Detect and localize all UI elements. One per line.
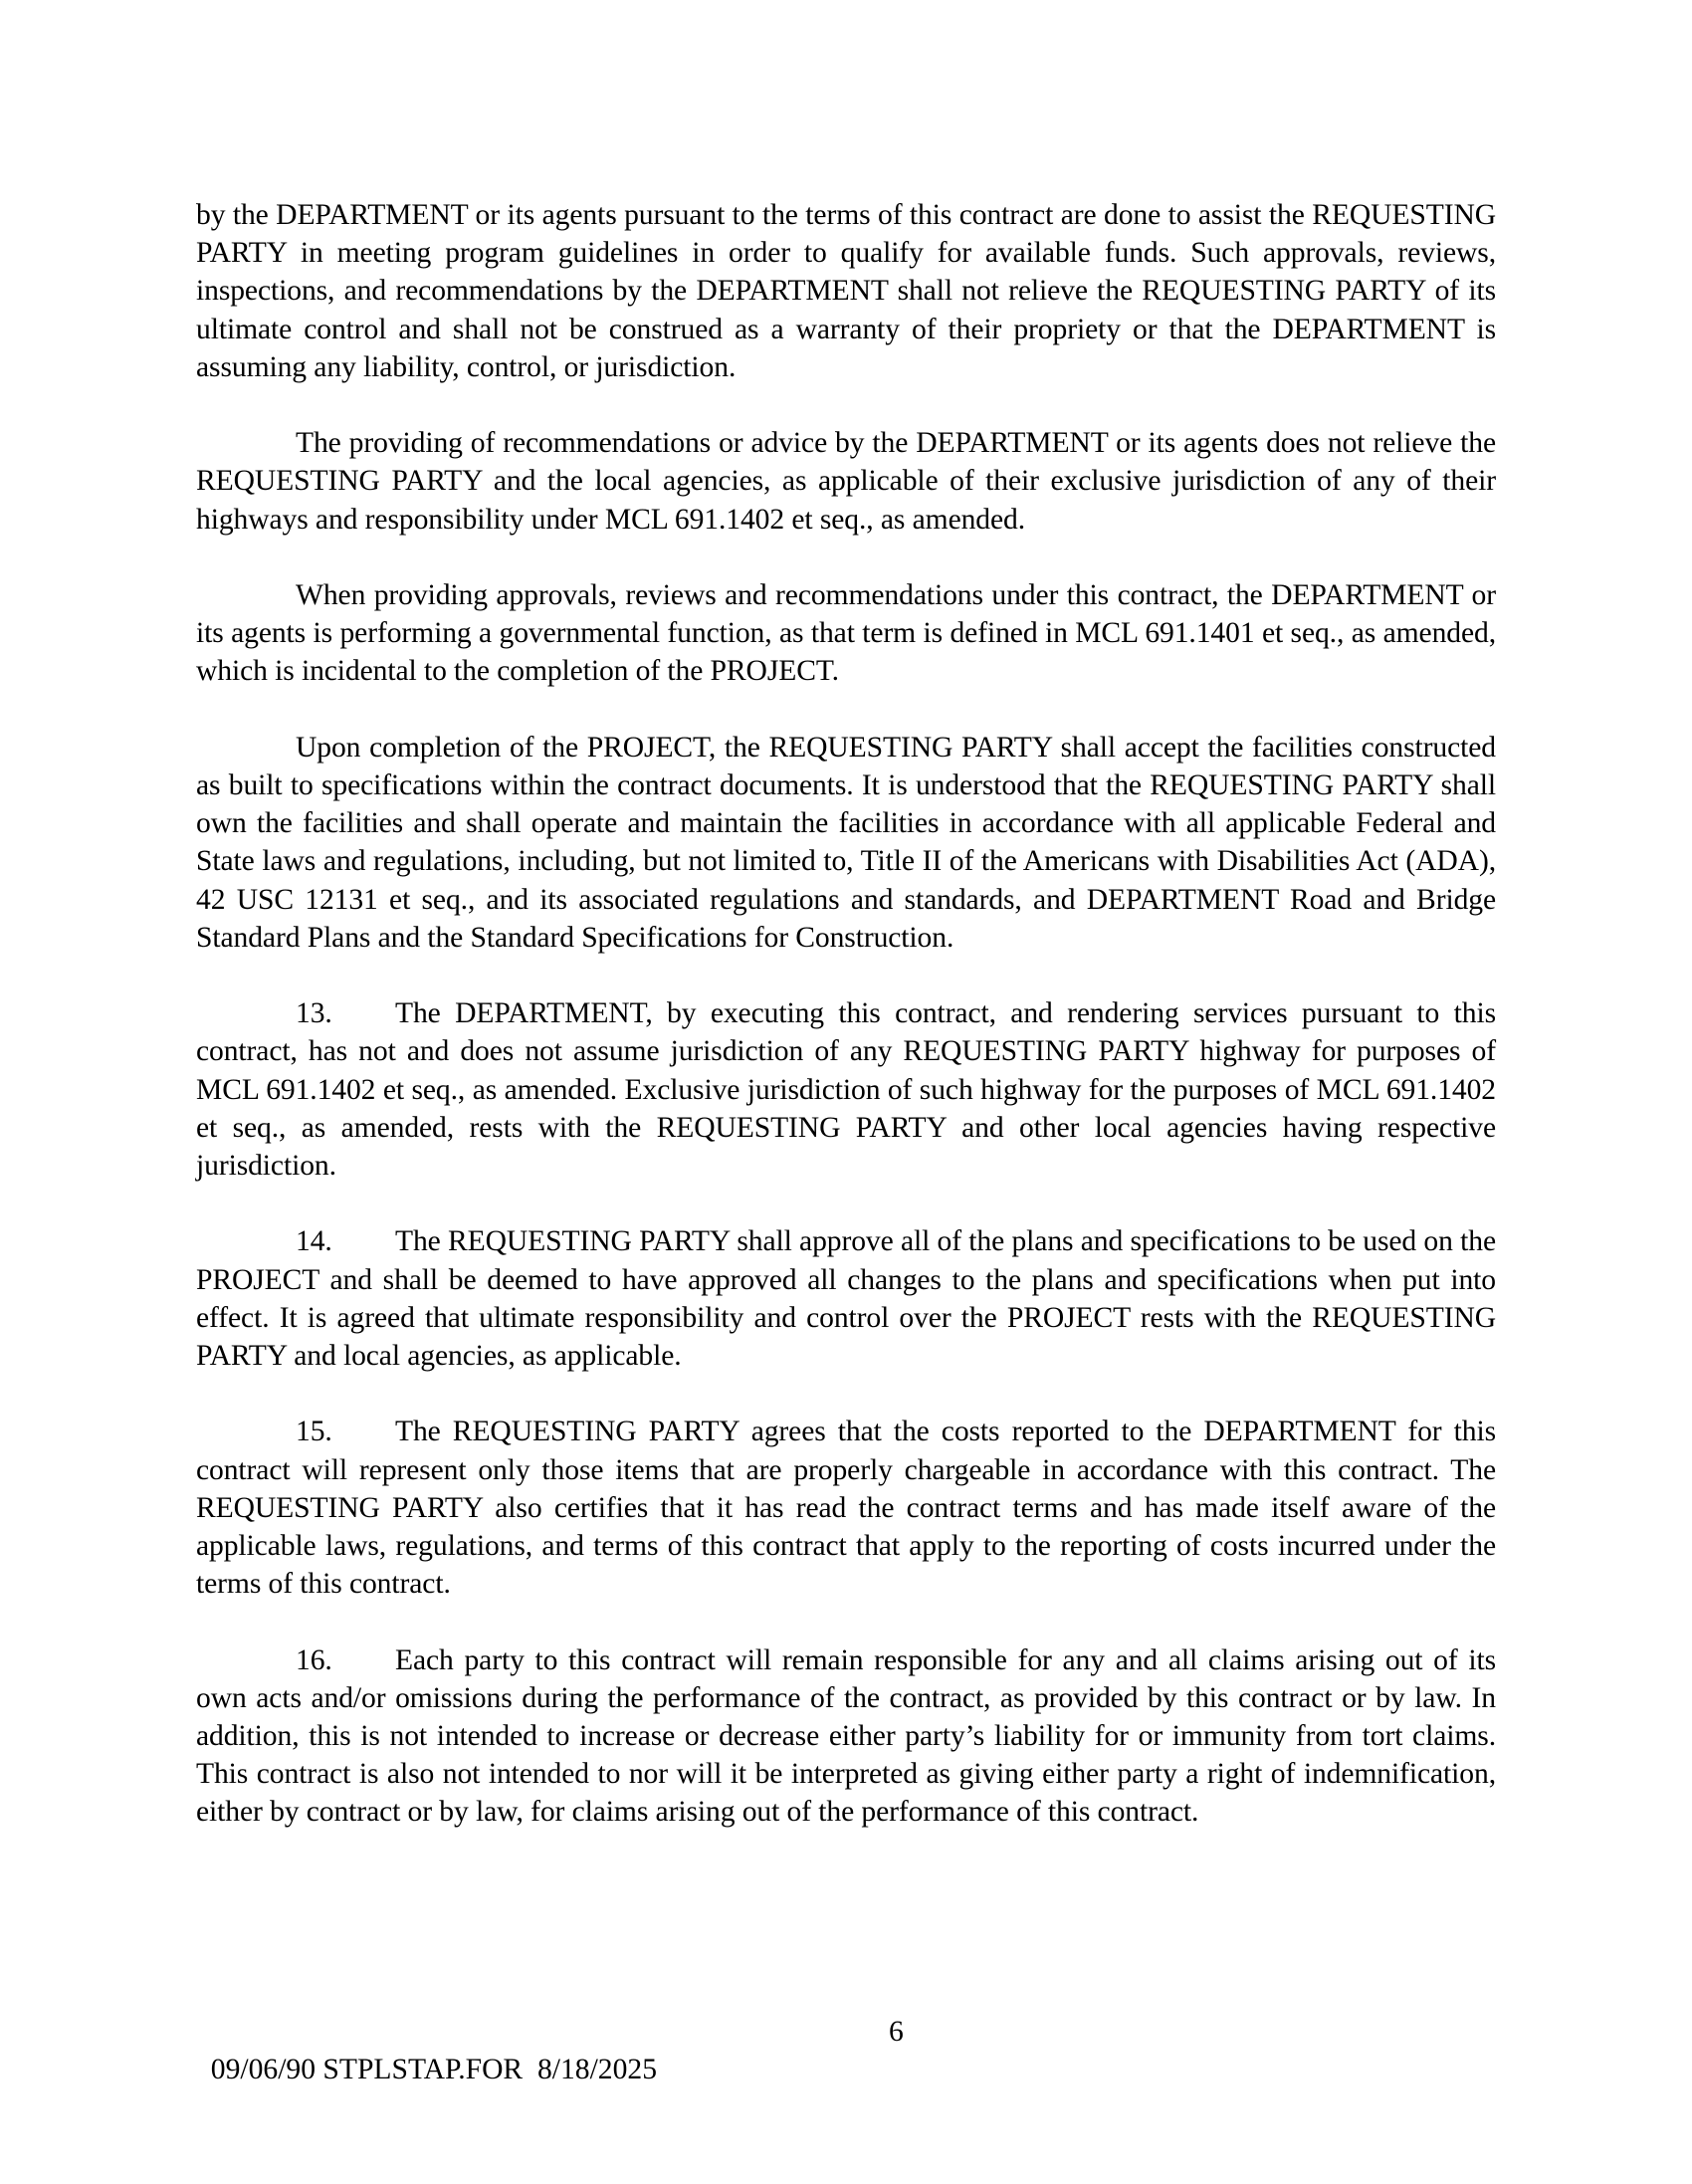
page-number: 6 [889, 2016, 904, 2048]
paragraph-text: When providing approvals, reviews and recommendations under this contract, the DEPARTMENT or its agents is performing a governmental function, as that term is defined in MCL 691.1401 et seq., as amended, which is incidental to the completion of the PROJECT. [196, 579, 1496, 688]
paragraph-completion-acceptance [196, 729, 1496, 957]
section-number: 14. [296, 1225, 332, 1258]
paragraph-text: by the DEPARTMENT or its agents pursuant to the terms of this contract are done to assist the REQUESTING PARTY in meeting program guidelines in order to qualify for available funds. Such approvals, reviews, inspections, and recommendations by the DEPARTMENT shall not relieve the REQUESTING PARTY of its ultimate control and shall not be construed as a warranty of their propriety or that the DEPARTMENT is assuming any liability, control, or jurisdiction. [196, 199, 1496, 383]
paragraph-text: Each party to this contract will remain responsible for any and all claims arising out of its own acts and/or omissions during the performance of the contract, as provided by this contract or by law. In addition, this is not intended to increase or decrease either party’s liability for or immunity from tort claims. This contract is also not intended to nor will it be interpreted as giving either party a right of indemnification, either by contract or by law, for claims arising out of the performance of this contract. [196, 1643, 1496, 1829]
section-number: 15. [296, 1416, 332, 1448]
section-number: 13. [296, 997, 332, 1030]
section-13 [196, 994, 1496, 1185]
paragraph-text: The DEPARTMENT, by executing this contract, and rendering services pursuant to this contract, has not and does not assume jurisdiction of any REQUESTING PARTY highway for purposes of MCL 691.1402 et seq., as amended. Exclusive jurisdiction of such highway for the purposes of MCL 691.1402 et seq., as amended, rests with the REQUESTING PARTY and other local agencies having respective jurisdiction. [196, 997, 1496, 1183]
section-15 [196, 1413, 1496, 1603]
section-14 [196, 1222, 1496, 1375]
paragraph-text: Upon completion of the PROJECT, the REQUESTING PARTY shall accept the facilities constructed as built to specifications within the contract documents. It is understood that the REQUESTING PARTY shall own the facilities and shall operate and maintain the facilities in accordance with all applicable Federal and State laws and regulations, including, but not limited to, Title II of the Americans with Disabilities Act (ADA), 42 USC 12131 et seq., and its associated regulations and standards, and DEPARTMENT Road and Bridge Standard Plans and the Standard Specifications for Construction. [196, 731, 1496, 954]
document-page [196, 196, 1496, 1869]
paragraph-continuation [196, 196, 1496, 386]
footer-form-id: 09/06/90 STPLSTAP.FOR 8/18/2025 [210, 2054, 657, 2085]
paragraph-text: The REQUESTING PARTY agrees that the costs reported to the DEPARTMENT for this contract will represent only those items that are properly chargeable in accordance with this contract. The REQUESTING PARTY also certifies that it has read the contract terms and has made itself aware of the applicable laws, regulations, and terms of this contract that apply to the reporting of costs incurred under the terms of this contract. [196, 1416, 1496, 1601]
paragraph-text: The providing of recommendations or advice by the DEPARTMENT or its agents does not relieve the REQUESTING PARTY and the local agencies, as applicable of their exclusive jurisdiction of any of their highways and responsibility under MCL 691.1402 et seq., as amended. [196, 427, 1496, 536]
page-footer [196, 2013, 904, 2126]
section-number: 16. [296, 1643, 332, 1676]
paragraph-governmental-function [196, 576, 1496, 691]
paragraph-text: The REQUESTING PARTY shall approve all of the plans and specifications to be used on the PROJECT and shall be deemed to have approved all changes to the plans and specifications when put into effect. It is agreed that ultimate responsibility and control over the PROJECT rests with the REQUESTING PARTY and local agencies, as applicable. [196, 1225, 1496, 1373]
paragraph-recommendations-advice [196, 424, 1496, 539]
section-16 [196, 1641, 1496, 1832]
